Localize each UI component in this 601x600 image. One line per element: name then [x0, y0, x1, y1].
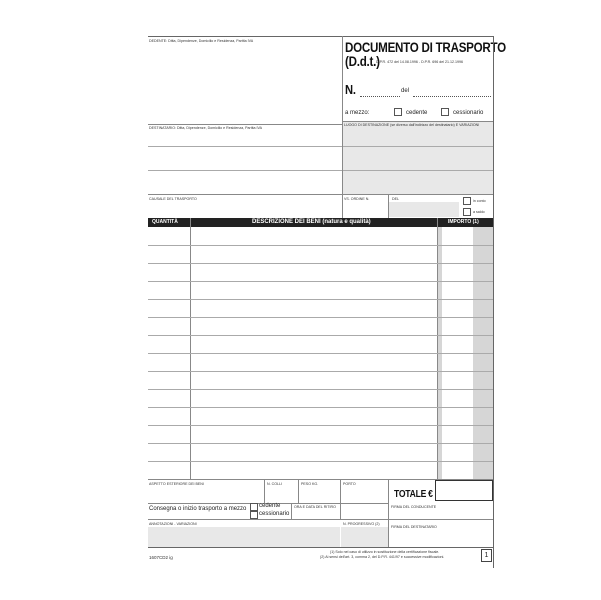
- quantity-row-line[interactable]: [148, 263, 190, 264]
- date-field[interactable]: [413, 96, 491, 97]
- footer-div-1: [264, 479, 265, 503]
- copy-number: 1: [481, 549, 492, 562]
- form-code: 1607CD2 ig: [149, 555, 173, 560]
- description-row-line[interactable]: [190, 353, 437, 354]
- description-row-line[interactable]: [190, 371, 437, 372]
- description-row-line[interactable]: [190, 443, 437, 444]
- footnote-2: (2) Ai sensi dell'art. 3, comma 2, del D.P.R. 441/97 e successive modificazioni.: [320, 555, 445, 559]
- annotazioni-label: ANNOTAZIONI - VARIAZIONI: [149, 522, 197, 526]
- order-number-label: VS. ORDINE N.: [344, 197, 370, 201]
- progressivo-field[interactable]: [341, 527, 388, 547]
- destination-area[interactable]: [343, 122, 493, 194]
- footer-div-2: [298, 479, 299, 503]
- consegna-cessionario-label: cessionario: [259, 511, 290, 517]
- amount-header: IMPORTO (1): [448, 219, 479, 225]
- quantity-col-line: [190, 218, 191, 479]
- footer-div-6: [388, 503, 389, 547]
- footer-div-3: [340, 479, 341, 519]
- amount-row-line[interactable]: [437, 263, 493, 264]
- quantity-row-line[interactable]: [148, 461, 190, 462]
- mezzo-cessionario-checkbox[interactable]: [441, 108, 449, 116]
- quantity-row-line[interactable]: [148, 299, 190, 300]
- totale-label: TOTALE €: [394, 489, 433, 500]
- quantity-row-line[interactable]: [148, 389, 190, 390]
- amount-row-line[interactable]: [437, 371, 493, 372]
- annotazioni-field[interactable]: [148, 527, 340, 547]
- amount-row-line[interactable]: [437, 299, 493, 300]
- description-row-line[interactable]: [190, 407, 437, 408]
- quantity-row-line[interactable]: [148, 335, 190, 336]
- right-border: [493, 36, 494, 568]
- conto-checkbox[interactable]: [463, 197, 471, 205]
- destination-line-2: [343, 170, 493, 171]
- recipient-label: DESTINATARIO: Ditta, Dipendenze, Domicilio e Residenza, Partita IVA: [149, 126, 263, 130]
- destination-label: LUOGO DI DESTINAZIONE (se diverso dall'indirizzo del destinatario) E VARIAZIONI: [344, 123, 480, 127]
- description-row-line[interactable]: [190, 245, 437, 246]
- quantity-row-line[interactable]: [148, 407, 190, 408]
- firma-destinatario-label: FIRMA DEL DESTINATARIO: [391, 525, 437, 529]
- footer-bottom-line: [148, 547, 493, 548]
- date-label: del: [401, 88, 410, 94]
- number-field[interactable]: [360, 96, 400, 97]
- document-title: DOCUMENTO DI TRASPORTO: [345, 40, 506, 55]
- ora-label: ORA E DATA DEL RITIRO: [294, 505, 336, 509]
- destination-line-1: [343, 146, 493, 147]
- mezzo-cedente-checkbox[interactable]: [394, 108, 402, 116]
- causale-label: CAUSALE DEL TRASPORTO: [149, 197, 197, 201]
- amount-row-line[interactable]: [437, 281, 493, 282]
- saldo-label: a saldo: [473, 210, 485, 214]
- peso-label: PESO KG.: [301, 482, 319, 486]
- description-row-line[interactable]: [190, 425, 437, 426]
- footer-low-line: [148, 519, 493, 520]
- amount-row-line[interactable]: [437, 461, 493, 462]
- sender-bottom-line: [148, 124, 342, 125]
- amount-row-line[interactable]: [437, 353, 493, 354]
- quantity-row-line[interactable]: [148, 281, 190, 282]
- quantity-row-line[interactable]: [148, 425, 190, 426]
- quantity-row-line[interactable]: [148, 443, 190, 444]
- consegna-cessionario-checkbox[interactable]: [250, 511, 258, 519]
- saldo-checkbox[interactable]: [463, 208, 471, 216]
- consegna-cedente-label: cedente: [259, 503, 281, 509]
- description-header: DESCRIZIONE DEI BENI (natura e qualità): [252, 219, 371, 225]
- top-border: [148, 36, 493, 37]
- consegna-label: Consegna o inizio trasporto a mezzo: [149, 506, 247, 512]
- mezzo-cedente-label: cedente: [406, 110, 428, 116]
- quantity-row-line[interactable]: [148, 317, 190, 318]
- amount-col-line: [437, 218, 438, 479]
- order-date-field[interactable]: [389, 202, 459, 217]
- amount-row-line[interactable]: [437, 245, 493, 246]
- law-reference: D.P.R. 472 del 14.08.1996 - D.P.R. 696 del 21.12.1996: [376, 60, 463, 64]
- order-date-label: DEL: [392, 197, 399, 201]
- progressivo-label: N. PROGRESSIVO (2): [343, 522, 380, 526]
- quantity-header: QUANTITÀ: [152, 219, 178, 225]
- firma-conducente-label: FIRMA DEL CONDUCENTE: [391, 505, 437, 509]
- amount-row-line[interactable]: [437, 389, 493, 390]
- mezzo-cessionario-label: cessionario: [453, 110, 484, 116]
- quantity-row-line[interactable]: [148, 245, 190, 246]
- amount-row-line[interactable]: [437, 335, 493, 336]
- footnote-1: (1) Solo nel caso di utilizzo in sostituzione della certificazione fiscale.: [330, 550, 440, 554]
- colli-label: N. COLLI: [267, 482, 282, 486]
- totale-field[interactable]: [435, 480, 493, 501]
- description-row-line[interactable]: [190, 281, 437, 282]
- footer-div-4: [388, 479, 389, 503]
- amount-row-line[interactable]: [437, 317, 493, 318]
- amount-row-line[interactable]: [437, 443, 493, 444]
- recipient-line-2[interactable]: [148, 170, 342, 171]
- document-subtitle: (D.d.t.): [345, 54, 380, 69]
- aspetto-label: ASPETTO ESTERIORE DEI BENI: [149, 482, 204, 486]
- recipient-bottom-line: [148, 194, 493, 195]
- description-row-line[interactable]: [190, 299, 437, 300]
- number-label: N.: [345, 82, 356, 97]
- description-row-line[interactable]: [190, 335, 437, 336]
- conto-label: in conto: [473, 199, 486, 203]
- description-row-line[interactable]: [190, 461, 437, 462]
- consegna-cedente-checkbox[interactable]: [250, 503, 258, 511]
- quantity-row-line[interactable]: [148, 353, 190, 354]
- recipient-line-1[interactable]: [148, 146, 342, 147]
- amount-row-line[interactable]: [437, 425, 493, 426]
- mezzo-label: a mezzo:: [345, 110, 370, 116]
- description-row-line[interactable]: [190, 389, 437, 390]
- transport-document-form: [148, 36, 506, 568]
- amount-row-line[interactable]: [437, 407, 493, 408]
- footer-div-5: [291, 503, 292, 519]
- description-row-line[interactable]: [190, 317, 437, 318]
- sender-label: DEDENTE: Ditta, Dipendenze, Domicilio e Residenza, Partita IVA: [149, 39, 254, 43]
- description-row-line[interactable]: [190, 263, 437, 264]
- quantity-row-line[interactable]: [148, 371, 190, 372]
- porto-label: PORTO: [343, 482, 356, 486]
